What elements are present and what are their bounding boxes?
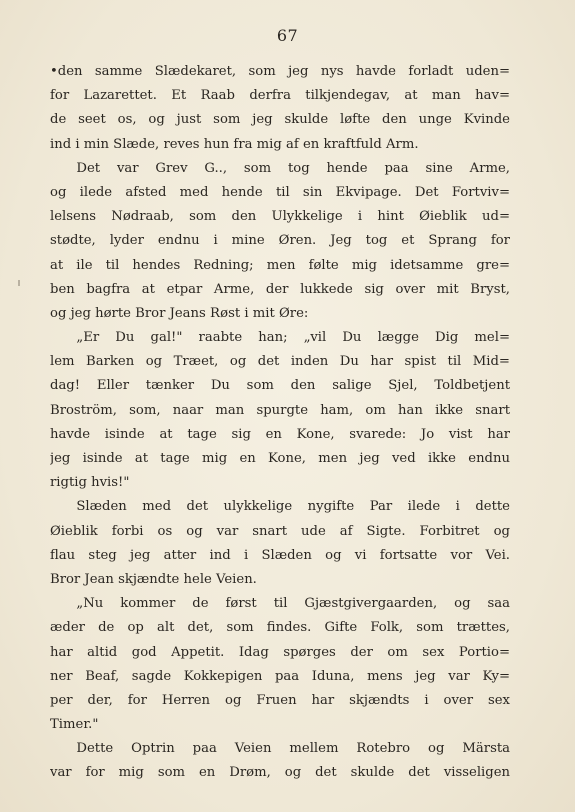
margin-mark <box>18 280 20 286</box>
text-line: per der, for Herren og Fruen har skjændts i over sex <box>50 692 510 708</box>
text-line: Slæden med det ulykkelige nygifte Par ilede i dette <box>76 499 510 515</box>
text-line: og jeg hørte Bror Jeans Røst i mit Øre: <box>50 305 309 321</box>
text-line: var for mig som en Drøm, og det skulde det visseligen <box>50 765 510 781</box>
text-line: ner Beaf, sagde Kokkepigen paa Iduna, mens jeg var Ky= <box>50 668 510 684</box>
text-line: stødte, lyder endnu i mine Øren. Jeg tog et Sprang for <box>50 233 510 249</box>
text-line: Det var Grev G.., som tog hende paa sine Arme, <box>76 160 510 176</box>
text-line: havde isinde at tage sig en Kone, svarede: Jo vist har <box>50 426 510 442</box>
text-line: flau steg jeg atter ind i Slæden og vi fortsatte vor Vei. <box>50 547 510 563</box>
text-line: „Nu kommer de først til Gjæstgivergaarden, og saa <box>76 596 510 612</box>
text-line: har altid god Appetit. Idag spørges der om sex Portio= <box>50 644 510 660</box>
text-line: Øieblik forbi os og var snart ude af Sigte. Forbitret og <box>50 523 510 539</box>
text-line: jeg isinde at tage mig en Kone, men jeg ved ikke endnu <box>50 451 510 466</box>
text-line: Bror Jean skjændte hele Veien. <box>50 571 257 587</box>
text-line: de seet os, og just som jeg skulde løfte den unge Kvinde <box>50 112 510 128</box>
text-line: Dette Optrin paa Veien mellem Rotebro og Märsta <box>76 741 510 757</box>
text-line: dag! Eller tænker Du som den salige Sjel, Toldbetjent <box>50 378 510 394</box>
body-text <box>50 60 510 786</box>
text-line: for Lazarettet. Et Raab derfra tilkjendegav, at man hav= <box>50 88 510 104</box>
text-line: æder de op alt det, som findes. Gifte Folk, som trættes, <box>50 620 510 636</box>
text-line: Broström, som, naar man spurgte ham, om han ikke snart <box>50 402 510 418</box>
text-line: „Er Du gal!" raabte han; „vil Du lægge Dig mel= <box>76 330 510 346</box>
text-line: •den samme Slædekaret, som jeg nys havde forladt uden= <box>50 64 510 79</box>
text-line: lem Barken og Træet, og det inden Du har spist til Mid= <box>50 354 510 370</box>
text-line: Timer." <box>50 717 99 733</box>
text-line: og ilede afsted med hende til sin Ekvipage. Det Fortviv= <box>50 184 510 200</box>
text-line: lelsens Nødraab, som den Ulykkelige i hint Øieblik ud= <box>50 209 510 225</box>
page-number: 67 <box>276 26 299 45</box>
text-line: ind i min Slæde, reves hun fra mig af en kraftfuld Arm. <box>50 136 419 152</box>
text-line: at ile til hendes Redning; men følte mig idetsamme gre= <box>50 257 510 273</box>
text-line: ben bagfra at etpar Arme, der lukkede sig over mit Bryst, <box>50 281 510 297</box>
text-line: rigtig hvis!" <box>50 475 130 491</box>
